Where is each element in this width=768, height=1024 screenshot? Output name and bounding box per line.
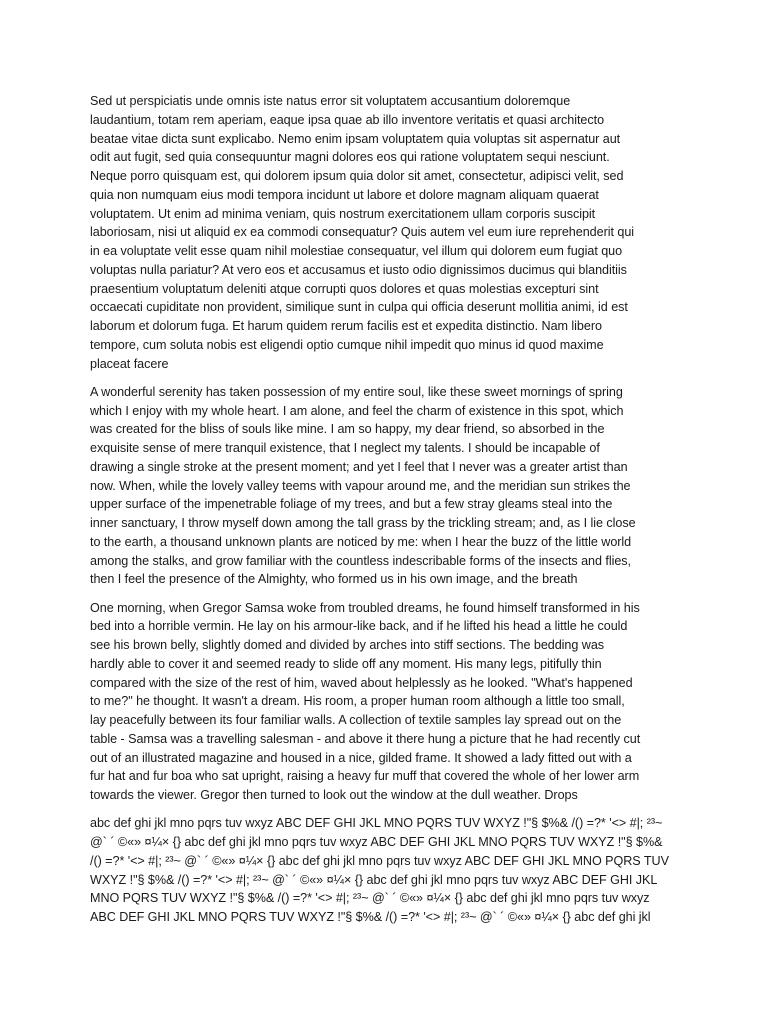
document-page xyxy=(90,92,682,927)
paragraph-lorem-ipsum: Sed ut perspiciatis unde omnis iste natus error sit voluptatem accusantium doloremque laudantium, totam rem aperiam, eaque ipsa quae ab illo inventore veritatis et quasi architecto beatae vitae dicta sunt explicabo. Nemo enim ipsam voluptatem quia voluptas sit aspernatur aut odit aut fugit, sed quia consequuntur magni dolores eos qui ratione voluptatem sequi nesciunt. Neque porro quisquam est, qui dolorem ipsum quia dolor sit amet, consectetur, adipisci velit, sed quia non numquam eius modi tempora incidunt ut labore et dolore magnam aliquam quaerat voluptatem. Ut enim ad minima veniam, quis nostrum exercitationem ullam corporis suscipit laboriosam, nisi ut aliquid ex ea commodi consequatur? Quis autem vel eum iure reprehenderit qui in ea voluptate velit esse quam nihil molestiae consequatur, vel illum qui dolorem eum fugiat quo voluptas nulla pariatur? At vero eos et accusamus et iusto odio dignissimos ducimus qui blanditiis praesentium voluptatum deleniti atque corrupti quos dolores et quas molestias excepturi sint occaecati cupiditate non provident, similique sunt in culpa qui officia deserunt mollitia animi, id est laborum et dolorum fuga. Et harum quidem rerum facilis est et expedita distinctio. Nam libero tempore, cum soluta nobis est eligendi optio cumque nihil impedit quo minus id quod maxime placeat facere xyxy=(90,94,635,371)
paragraph-serenity: A wonderful serenity has taken possession of my entire soul, like these sweet mornings of spring which I enjoy with my whole heart. I am alone, and feel the charm of existence in this spot, which was created for the bliss of souls like mine. I am so happy, my dear friend, so absorbed in the exquisite sense of mere tranquil existence, that I neglect my talents. I should be incapable of drawing a single stroke at the present moment; and yet I feel that I never was a greater artist than now. When, while the lovely valley teems with vapour around me, and the meridian sun strikes the upper surface of the impenetrable foliage of my trees, and but a few stray gleams steal into the inner sanctuary, I throw myself down among the tall grass by the trickling stream; and, as I lie close to the earth, a thousand unknown plants are noticed by me: when I hear the buzz of the little world among the stalks, and grow familiar with the countless indescribable forms of the insects and flies, then I feel the presence of the Almighty, who formed us in his own image, and the breath xyxy=(90,384,636,587)
paragraph-character-sample: abc def ghi jkl mno pqrs tuv wxyz ABC DEF GHI JKL MNO PQRS TUV WXYZ !"§ $%& /() =?* '<> #|; ²³~ @` ´ ©«» ¤¼× {} abc def ghi jkl mno pqrs tuv wxyz ABC DEF GHI JKL MNO PQRS TUV WXYZ !"§ $%& /() =?* '<> #|; ²³~ @` ´ ©«» ¤¼× {} abc def ghi jkl mno pqrs tuv wxyz ABC DEF GHI JKL MNO PQRS TUV WXYZ !"§ $%& /() =?* '<> #|; ²³~ @` ´ ©«» ¤¼× {} abc def ghi jkl mno pqrs tuv wxyz ABC DEF GHI JKL MNO PQRS TUV WXYZ !"§ $%& /() =?* '<> #|; ²³~ @` ´ ©«» ¤¼× {} abc def ghi jkl mno pqrs tuv wxyz ABC DEF GHI JKL MNO PQRS TUV WXYZ !"§ $%& /() =?* '<> #|; ²³~ @` ´ ©«» ¤¼× {} abc def ghi jkl xyxy=(90,816,669,924)
paragraph-gregor-samsa: One morning, when Gregor Samsa woke from troubled dreams, he found himself transformed in his bed into a horrible vermin. He lay on his armour-like back, and if he lifted his head a little he could see his brown belly, slightly domed and divided by arches into stiff sections. The bedding was hardly able to cover it and seemed ready to slide off any moment. His many legs, pitifully thin compared with the size of the rest of him, waved about helplessly as he looked. "What's happened to me?" he thought. It wasn't a dream. His room, a proper human room although a little too small, lay peacefully between its four familiar walls. A collection of textile samples lay spread out on the table - Samsa was a travelling salesman - and above it there hung a picture that he had recently cut out of an illustrated magazine and housed in a nice, gilded frame. It showed a lady fitted out with a fur hat and fur boa who sat upright, raising a heavy fur muff that covered the whole of her lower arm towards the viewer. Gregor then turned to look out the window at the dull weather. Drops xyxy=(90,600,641,802)
